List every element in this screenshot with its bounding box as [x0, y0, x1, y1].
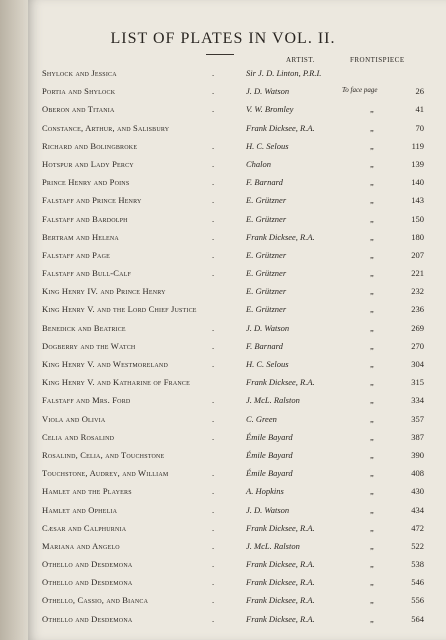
plate-subject: Othello, Cassio, and Bianca [42, 595, 149, 606]
plate-row [0, 410, 446, 428]
plate-subject: Touchstone, Audrey, and William [42, 468, 169, 479]
plate-artist: E. Grützner [246, 195, 287, 206]
leader-dot: . [212, 104, 215, 115]
leader-dot: . [212, 86, 215, 97]
page-marker: To face page [342, 86, 378, 95]
plate-subject: King Henry V. and Westmoreland [42, 359, 168, 369]
page-marker: „ [370, 304, 374, 315]
plate-page-number: 387 [411, 431, 424, 442]
page-marker: „ [370, 504, 374, 515]
plate-subject: King Henry V. and Katharine of France [42, 377, 190, 388]
page-marker: „ [370, 577, 374, 588]
plate-page-number: 180 [411, 231, 424, 242]
plate-row [0, 282, 446, 300]
plate-artist: E. Grützner [246, 286, 287, 297]
title-rule [206, 54, 234, 55]
plate-row [0, 610, 446, 628]
leader-dot: . [212, 540, 215, 551]
page-marker: „ [370, 268, 374, 279]
plate-page-number: 150 [411, 213, 424, 224]
plate-row [0, 137, 446, 155]
plate-row [0, 119, 446, 137]
column-header-artist: ARTIST. [286, 56, 315, 64]
plate-page-number: 119 [411, 140, 424, 151]
leader-dot: . [212, 213, 215, 224]
leader-dot: . [212, 395, 215, 406]
plate-row [0, 501, 446, 519]
plate-subject: Richard and Bolingbroke [42, 140, 138, 151]
page-marker: „ [370, 322, 374, 333]
page-marker: „ [370, 177, 374, 188]
plate-page-number: 472 [411, 522, 424, 533]
leader-dot: . [212, 340, 215, 351]
leader-dot: . [212, 249, 215, 260]
plate-subject: King Henry IV. and Prince Henry [42, 286, 166, 297]
plate-row [0, 446, 446, 464]
plate-page-number: 564 [411, 613, 424, 624]
page-marker: „ [370, 540, 374, 551]
leader-dot: . [212, 359, 215, 369]
plate-subject: Hotspur and Lady Percy [42, 158, 134, 169]
plate-page-number: 546 [411, 577, 424, 588]
page-marker: „ [370, 249, 374, 260]
plate-artist: F. Barnard [246, 177, 283, 188]
plate-row [0, 64, 446, 82]
plate-artist: Frank Dicksee, R.A. [246, 122, 315, 133]
plate-row [0, 537, 446, 555]
plate-artist: Frank Dicksee, R.A. [246, 595, 315, 606]
plates-list [0, 64, 446, 628]
plate-subject: Mariana and Angelo [42, 540, 120, 551]
plate-subject: King Henry V. and the Lord Chief Justice [42, 304, 197, 315]
plate-artist: E. Grützner [246, 304, 287, 315]
plate-subject: Celia and Rosalind [42, 431, 115, 442]
plate-artist: H. C. Selous [246, 140, 289, 151]
plate-artist: A. Hopkins [246, 486, 284, 497]
leader-dot: . [212, 504, 215, 515]
plate-subject: Rosalind, Celia, and Touchstone [42, 449, 165, 460]
plate-row [0, 173, 446, 191]
plate-artist: J. D. Watson [246, 86, 290, 97]
plate-artist: Frank Dicksee, R.A. [246, 613, 315, 624]
plate-artist: F. Barnard [246, 340, 283, 351]
plate-artist: J. D. Watson [246, 504, 290, 515]
leader-dot: . [212, 486, 215, 497]
plate-page-number: 140 [411, 177, 424, 188]
plate-row [0, 355, 446, 373]
plate-subject: Benedick and Beatrice [42, 322, 126, 333]
plate-artist: Chalon [246, 158, 272, 169]
plate-page-number: 522 [411, 540, 424, 551]
plate-artist: Frank Dicksee, R.A. [246, 231, 315, 242]
page-marker: „ [370, 613, 374, 624]
plate-artist: J. McL. Ralston [246, 540, 300, 551]
plate-page-number: 304 [411, 359, 424, 369]
plate-row [0, 591, 446, 609]
plate-subject: Hamlet and the Players [42, 486, 132, 497]
page-marker: „ [370, 559, 374, 570]
plate-page-number: 41 [415, 104, 424, 115]
plate-artist: J. D. Watson [246, 322, 290, 333]
leader-dot: . [212, 68, 215, 78]
plate-subject: Viola and Olivia [42, 413, 106, 424]
page-marker: „ [370, 522, 374, 533]
plate-row [0, 337, 446, 355]
plate-row [0, 573, 446, 591]
plate-row [0, 191, 446, 209]
plate-artist: E. Grützner [246, 268, 287, 279]
plate-subject: Othello and Desdemona [42, 559, 133, 570]
plate-subject: Cæsar and Calphurnia [42, 522, 127, 533]
column-header-frontispiece: FRONTISPIECE [350, 56, 405, 64]
page-marker: „ [370, 377, 374, 388]
plate-subject: Bertram and Helena [42, 231, 119, 242]
plate-artist: Émile Bayard [246, 449, 293, 460]
plate-artist: C. Green [246, 413, 277, 424]
plate-row [0, 246, 446, 264]
leader-dot: . [212, 431, 215, 442]
plate-subject: Falstaff and Bull-Calf [42, 268, 132, 279]
page-marker: „ [370, 286, 374, 297]
leader-dot: . [212, 522, 215, 533]
plate-page-number: 430 [411, 486, 424, 497]
page-marker: „ [370, 359, 374, 369]
page-marker: „ [370, 595, 374, 606]
plate-subject: Portia and Shylock [42, 86, 116, 97]
plate-page-number: 334 [411, 395, 424, 406]
plate-row [0, 519, 446, 537]
plate-page-number: 269 [411, 322, 424, 333]
plate-artist: Frank Dicksee, R.A. [246, 522, 315, 533]
page-marker: „ [370, 158, 374, 169]
plate-artist: E. Grützner [246, 213, 287, 224]
plate-row [0, 210, 446, 228]
plate-page-number: 315 [411, 377, 424, 388]
plate-row [0, 319, 446, 337]
plate-subject: Othello and Desdemona [42, 577, 133, 588]
plate-row [0, 373, 446, 391]
leader-dot: . [212, 468, 215, 479]
plate-artist: Frank Dicksee, R.A. [246, 577, 315, 588]
leader-dot: . [212, 322, 215, 333]
plate-artist: J. McL. Ralston [246, 395, 300, 406]
plate-page-number: 221 [411, 268, 424, 279]
plate-page-number: 139 [411, 158, 424, 169]
plate-row [0, 228, 446, 246]
plate-row [0, 391, 446, 409]
plate-subject: Falstaff and Bardolph [42, 213, 128, 224]
plate-page-number: 270 [411, 340, 424, 351]
leader-dot: . [212, 577, 215, 588]
plate-page-number: 232 [411, 286, 424, 297]
page-marker: „ [370, 231, 374, 242]
plate-subject: Prince Henry and Poins [42, 177, 130, 188]
plate-subject: Hamlet and Ophelia [42, 504, 118, 515]
plate-artist: Frank Dicksee, R.A. [246, 559, 315, 570]
page-title: LIST OF PLATES IN VOL. II. [110, 30, 336, 47]
page-marker: „ [370, 413, 374, 424]
plate-artist: Émile Bayard [246, 468, 293, 479]
leader-dot: . [212, 158, 215, 169]
plate-row [0, 82, 446, 100]
page-marker: „ [370, 122, 374, 133]
page-marker: „ [370, 213, 374, 224]
plate-row [0, 155, 446, 173]
plate-row [0, 555, 446, 573]
page-marker: „ [370, 468, 374, 479]
page-marker: „ [370, 431, 374, 442]
plate-subject: Constance, Arthur, and Salisbury [42, 122, 170, 133]
plate-subject: Oberon and Titania [42, 104, 115, 115]
plate-row [0, 300, 446, 318]
plate-subject: Falstaff and Mrs. Ford [42, 395, 131, 406]
page-marker: „ [370, 340, 374, 351]
plate-page-number: 26 [415, 86, 424, 97]
plate-subject: Falstaff and Prince Henry [42, 195, 142, 206]
plate-page-number: 143 [411, 195, 424, 206]
plate-artist: V. W. Bromley [246, 104, 294, 115]
leader-dot: . [212, 559, 215, 570]
plate-row [0, 100, 446, 118]
page-marker: „ [370, 449, 374, 460]
plate-artist: Émile Bayard [246, 431, 293, 442]
leader-dot: . [212, 595, 215, 606]
page-marker: „ [370, 104, 374, 115]
plate-row [0, 264, 446, 282]
plate-page-number: 408 [411, 468, 424, 479]
plate-page-number: 538 [411, 559, 424, 570]
page-marker: „ [370, 195, 374, 206]
plate-page-number: 236 [411, 304, 424, 315]
plate-page-number: 357 [411, 413, 424, 424]
plate-page-number: 390 [411, 449, 424, 460]
plate-page-number: 207 [411, 249, 424, 260]
leader-dot: . [212, 613, 215, 624]
plate-subject: Shylock and Jessica [42, 68, 117, 78]
plate-artist: Sir J. D. Linton, P.R.I. [246, 68, 322, 78]
leader-dot: . [212, 195, 215, 206]
page-marker: „ [370, 486, 374, 497]
leader-dot: . [212, 231, 215, 242]
plate-artist: H. C. Selous [246, 359, 289, 369]
plate-page-number: 434 [411, 504, 424, 515]
plate-row [0, 482, 446, 500]
plate-row [0, 428, 446, 446]
plate-row [0, 464, 446, 482]
leader-dot: . [212, 140, 215, 151]
page-marker: „ [370, 395, 374, 406]
plate-subject: Dogberry and the Watch [42, 340, 136, 351]
plate-artist: Frank Dicksee, R.A. [246, 377, 315, 388]
plate-page-number: 556 [411, 595, 424, 606]
leader-dot: . [212, 413, 215, 424]
plate-artist: E. Grützner [246, 249, 287, 260]
plate-subject: Falstaff and Page [42, 249, 110, 260]
leader-dot: . [212, 177, 215, 188]
plate-subject: Othello and Desdemona [42, 613, 133, 624]
plate-page-number: 70 [415, 122, 424, 133]
leader-dot: . [212, 268, 215, 279]
page-marker: „ [370, 140, 374, 151]
